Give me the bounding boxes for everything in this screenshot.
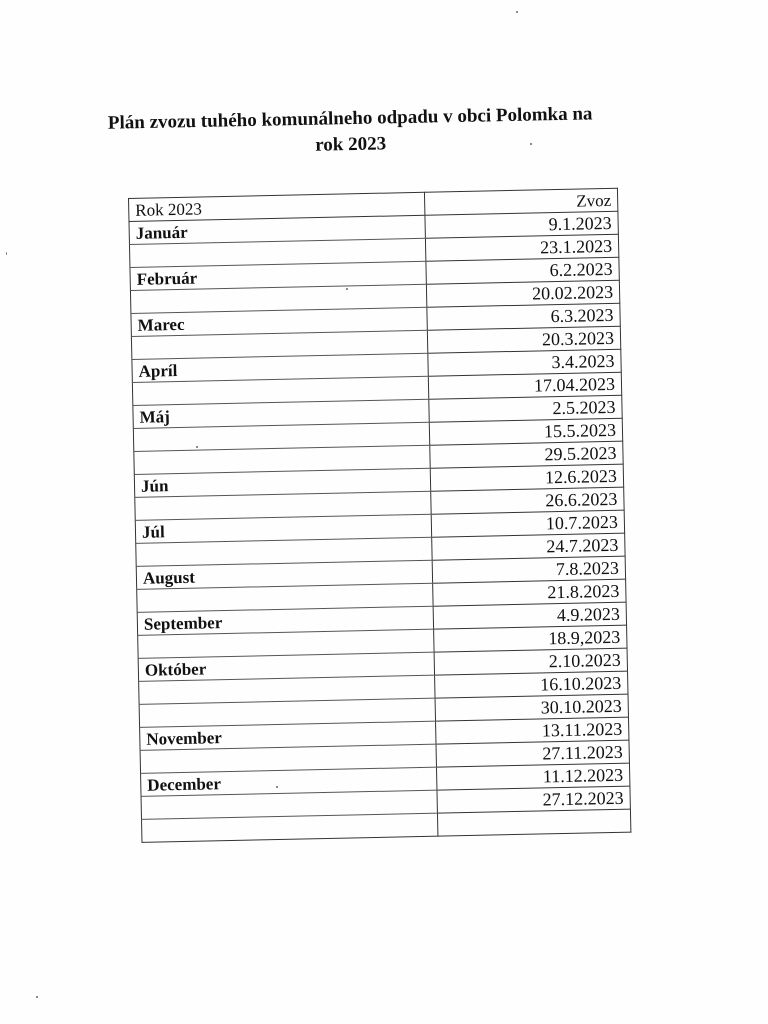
scan-speck: [530, 143, 532, 145]
collection-date-cell: 13.11.2023: [436, 717, 629, 744]
collection-date-cell: 27.12.2023: [437, 786, 630, 813]
header-collection: Zvoz: [424, 188, 617, 215]
collection-date-cell: 26.6.2023: [431, 487, 624, 514]
collection-date-cell: 7.8.2023: [432, 556, 625, 583]
collection-date-cell: 12.6.2023: [430, 464, 623, 491]
scan-speck: [346, 288, 348, 290]
scan-speck: [516, 11, 518, 13]
collection-date-cell: 11.12.2023: [436, 763, 629, 790]
collection-date-cell: 2.5.2023: [429, 395, 622, 422]
collection-date-cell: 4.9.2023: [433, 602, 626, 629]
month-name-cell: August: [136, 560, 432, 589]
schedule-body: [129, 211, 631, 842]
collection-date-cell: 20.02.2023: [426, 280, 619, 307]
header-year: Rok 2023: [129, 192, 425, 221]
collection-date-cell: 18.9,2023: [434, 625, 627, 652]
collection-date-cell: 9.1.2023: [425, 211, 618, 238]
title-line-2: rok 2023: [315, 133, 387, 156]
month-name-cell: November: [140, 721, 436, 750]
collection-date-cell: 6.3.2023: [427, 303, 620, 330]
document-title: [40, 100, 661, 164]
collection-date-cell: 24.7.2023: [432, 533, 625, 560]
scan-speck: [276, 786, 278, 788]
scan-speck: [6, 252, 7, 255]
collection-date-cell: 15.5.2023: [429, 418, 622, 445]
scan-speck: [36, 996, 38, 998]
collection-date-cell: 6.2.2023: [426, 257, 619, 284]
collection-date-cell: 16.10.2023: [435, 671, 628, 698]
title-line-1: Plán zvozu tuhého komunálneho odpadu v obci Polomka na: [107, 103, 593, 134]
month-name-cell: Júl: [135, 514, 431, 543]
collection-date-cell: 29.5.2023: [430, 441, 623, 468]
collection-date-cell: 23.1.2023: [425, 234, 618, 261]
collection-date-cell: 21.8.2023: [433, 579, 626, 606]
collection-date-cell: 17.04.2023: [428, 372, 621, 399]
month-name-cell: Marec: [131, 307, 427, 336]
month-name-cell: Jún: [134, 468, 430, 497]
collection-date-cell: 30.10.2023: [435, 694, 628, 721]
month-name-cell: December: [141, 767, 437, 796]
month-name-cell: Január: [129, 215, 425, 244]
month-name-cell: Apríl: [132, 353, 428, 382]
collection-date-cell: 27.11.2023: [436, 740, 629, 767]
month-name-cell: Máj: [133, 399, 429, 428]
collection-schedule-table: [128, 188, 631, 843]
empty-cell: [142, 813, 438, 842]
collection-date-cell: 3.4.2023: [428, 349, 621, 376]
month-name-cell: Február: [130, 261, 426, 290]
collection-date-cell: 2.10.2023: [434, 648, 627, 675]
collection-date-cell: 10.7.2023: [431, 510, 624, 537]
collection-date-cell: 20.3.2023: [427, 326, 620, 353]
empty-cell: [437, 809, 630, 836]
scan-speck: [196, 446, 198, 448]
month-name-cell: Október: [138, 652, 434, 681]
schedule-table-wrapper: [128, 188, 631, 843]
month-name-cell: September: [137, 606, 433, 635]
